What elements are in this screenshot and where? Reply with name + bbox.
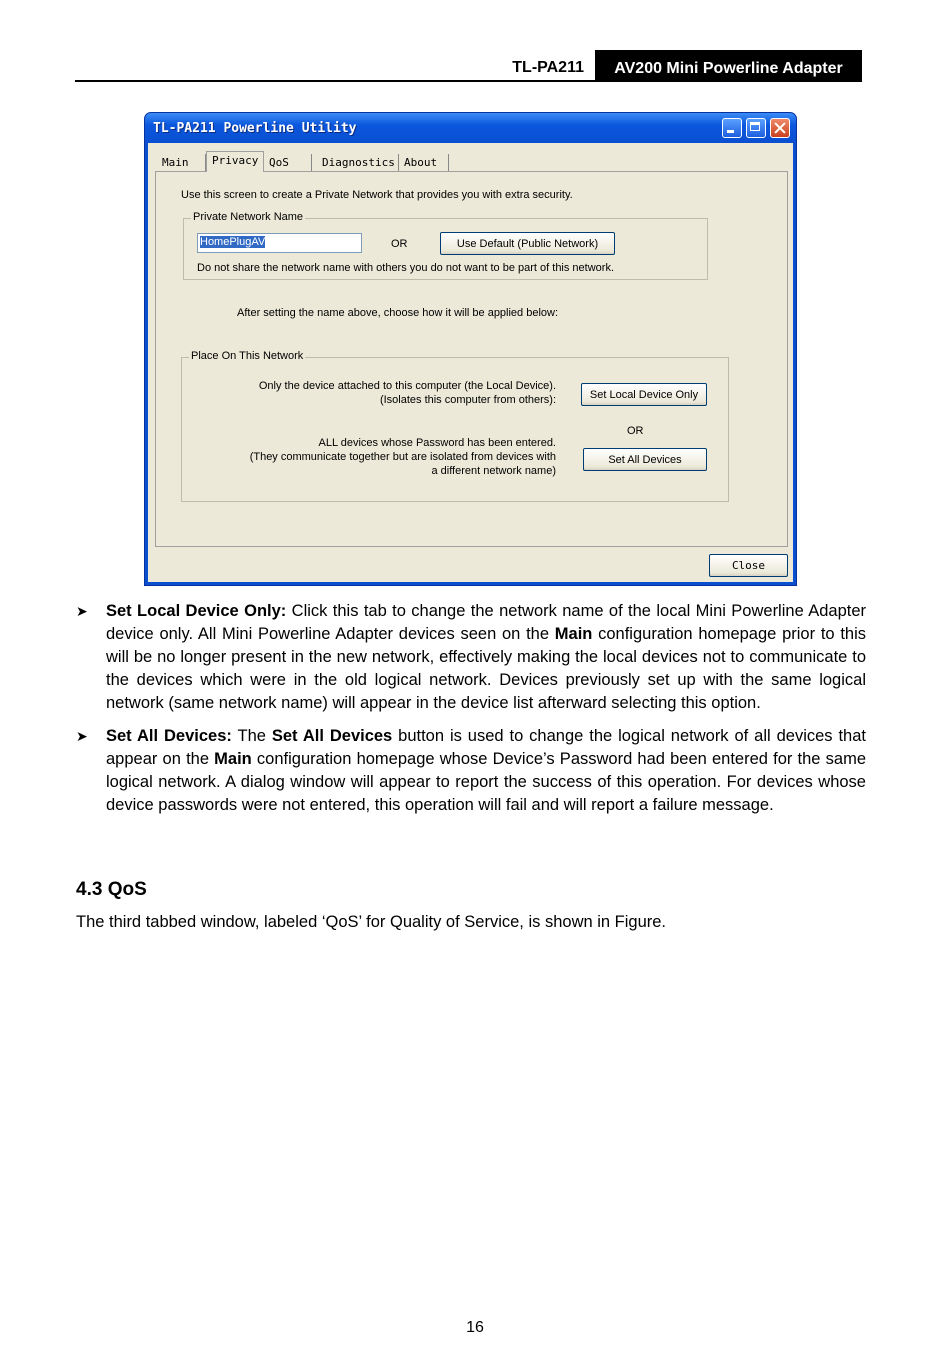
local-device-desc-2: (Isolates this computer from others): <box>379 394 556 406</box>
window-client <box>148 143 793 582</box>
use-default-button[interactable]: Use Default (Public Network) <box>440 232 615 255</box>
all-devices-desc-3: a different network name) <box>431 465 556 477</box>
bullet-term: Set Local Device Only: <box>106 602 287 620</box>
tab-diagnostics[interactable]: Diagnostics <box>317 154 399 171</box>
window-title: TL-PA211 Powerline Utility <box>153 121 357 136</box>
page-number: 16 <box>466 1319 484 1336</box>
place-network-group <box>181 350 729 502</box>
maximize-icon[interactable] <box>746 118 766 138</box>
local-device-desc-1: Only the device attached to this computer (the Local Device). <box>258 380 556 392</box>
or-label: OR <box>391 238 408 250</box>
close-button[interactable]: Close <box>709 554 788 577</box>
intro-text: Use this screen to create a Private Network that provides you with extra security. <box>181 189 573 201</box>
page-header <box>75 50 862 82</box>
bullet-text: button is used to change the logical network of all devices that appear on the <box>106 727 866 768</box>
bullet-term: Set All Devices: <box>106 727 232 745</box>
bullet-set-local <box>76 600 866 715</box>
section-heading: 4.3 QoS <box>76 879 147 900</box>
bullet-text: Click this tab to change the network name of the local Mini Powerline Adapter device only. All Mini Powerline Adapter devices seen on the <box>106 602 866 643</box>
window-titlebar[interactable] <box>145 113 796 143</box>
set-local-device-button[interactable]: Set Local Device Only <box>581 383 707 406</box>
product-name: AV200 Mini Powerline Adapter <box>595 50 862 80</box>
bullet-text: The <box>231 727 272 745</box>
close-icon[interactable] <box>770 118 790 138</box>
all-devices-desc-1: ALL devices whose Password has been entered. <box>318 437 556 449</box>
warning-text: Do not share the network name with others you do not want to be part of this network. <box>197 262 615 274</box>
arrow-bullet-icon: ➤ <box>76 603 88 619</box>
network-name-value: HomePlugAV <box>200 236 266 248</box>
section-text: The third tabbed window, labeled ‘QoS’ for Quality of Service, is shown in Figure. <box>76 913 667 931</box>
all-devices-desc-2: (They communicate together but are isolated from devices with <box>249 451 556 463</box>
bullet-bold: Set All Devices <box>271 727 393 745</box>
bullet-bold: Main <box>214 750 252 768</box>
private-network-group <box>183 211 708 280</box>
or-label-2: OR <box>627 425 644 437</box>
minimize-icon[interactable] <box>722 118 742 138</box>
tab-qos[interactable]: QoS <box>264 154 312 171</box>
bullet-bold: Main <box>554 625 593 643</box>
tab-main[interactable]: Main <box>157 154 206 171</box>
privacy-panel <box>155 171 788 547</box>
arrow-bullet-icon: ➤ <box>76 728 88 744</box>
bullet-text: configuration homepage whose Device’s Password had been entered for the same logical network. A dialog window will appear to report the success of this operation. For devices whose device passwords were not entered, this operation will fail and will report a failure message. <box>106 750 866 814</box>
utility-window <box>144 112 797 586</box>
private-network-group-label: Private Network Name <box>193 211 304 223</box>
bullet-list <box>76 600 866 827</box>
tab-about[interactable]: About <box>399 154 449 171</box>
after-setting-text: After setting the name above, choose how it will be applied below: <box>237 307 559 319</box>
tab-privacy[interactable]: Privacy <box>206 151 264 172</box>
bullet-set-all <box>76 725 866 817</box>
place-network-group-label: Place On This Network <box>191 350 304 362</box>
set-all-devices-button[interactable]: Set All Devices <box>583 448 707 471</box>
model-name: TL-PA211 <box>512 59 584 76</box>
bullet-text: configuration homepage prior to this will be no longer present in the new network, effectively making the local devices not to communicate to the devices which were in the old logical network. Devices previously set up with the same logical network (same network name) will appear in the device list afterward selecting this option. <box>106 625 866 712</box>
network-name-input[interactable] <box>197 233 362 253</box>
